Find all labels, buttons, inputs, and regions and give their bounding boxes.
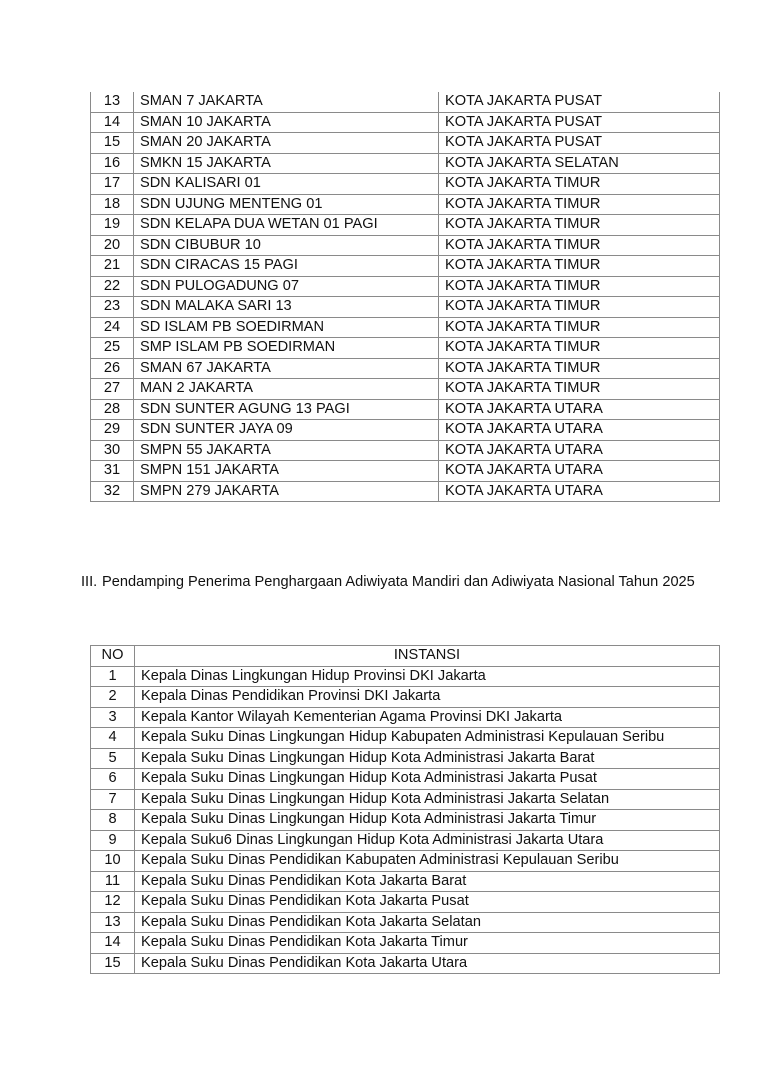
row-number: 29 bbox=[91, 420, 134, 441]
header-instansi: INSTANSI bbox=[135, 646, 720, 667]
table-row bbox=[91, 235, 720, 256]
row-number: 26 bbox=[91, 358, 134, 379]
school-name: SMKN 15 JAKARTA bbox=[134, 153, 439, 174]
row-number: 31 bbox=[91, 461, 134, 482]
row-number: 28 bbox=[91, 399, 134, 420]
school-city: KOTA JAKARTA TIMUR bbox=[439, 276, 720, 297]
row-number: 9 bbox=[91, 830, 135, 851]
school-name: SDN MALAKA SARI 13 bbox=[134, 297, 439, 318]
school-city: KOTA JAKARTA PUSAT bbox=[439, 92, 720, 112]
table-row bbox=[91, 297, 720, 318]
table-row bbox=[91, 92, 720, 112]
school-city: KOTA JAKARTA UTARA bbox=[439, 420, 720, 441]
school-name: SMAN 7 JAKARTA bbox=[134, 92, 439, 112]
school-city: KOTA JAKARTA TIMUR bbox=[439, 235, 720, 256]
school-name: SMAN 67 JAKARTA bbox=[134, 358, 439, 379]
row-number: 2 bbox=[91, 687, 135, 708]
school-city: KOTA JAKARTA TIMUR bbox=[439, 358, 720, 379]
row-number: 6 bbox=[91, 769, 135, 790]
table-row bbox=[91, 358, 720, 379]
table-row bbox=[91, 769, 720, 790]
row-number: 11 bbox=[91, 871, 135, 892]
table-row bbox=[91, 399, 720, 420]
agency-name: Kepala Suku Dinas Pendidikan Kota Jakarta Selatan bbox=[135, 912, 720, 933]
row-number: 21 bbox=[91, 256, 134, 277]
table-row bbox=[91, 215, 720, 236]
school-city: KOTA JAKARTA PUSAT bbox=[439, 133, 720, 154]
school-name: SMP ISLAM PB SOEDIRMAN bbox=[134, 338, 439, 359]
school-name: SMAN 20 JAKARTA bbox=[134, 133, 439, 154]
row-number: 30 bbox=[91, 440, 134, 461]
row-number: 20 bbox=[91, 235, 134, 256]
row-number: 27 bbox=[91, 379, 134, 400]
school-city: KOTA JAKARTA UTARA bbox=[439, 461, 720, 482]
school-city: KOTA JAKARTA TIMUR bbox=[439, 379, 720, 400]
agency-name: Kepala Suku Dinas Pendidikan Kota Jakarta Pusat bbox=[135, 892, 720, 913]
school-name: SMPN 151 JAKARTA bbox=[134, 461, 439, 482]
school-name: SDN KELAPA DUA WETAN 01 PAGI bbox=[134, 215, 439, 236]
agency-name: Kepala Dinas Lingkungan Hidup Provinsi DKI Jakarta bbox=[135, 666, 720, 687]
table-row bbox=[91, 789, 720, 810]
table-row bbox=[91, 953, 720, 974]
school-name: SDN PULOGADUNG 07 bbox=[134, 276, 439, 297]
agency-name: Kepala Suku Dinas Pendidikan Kota Jakarta Utara bbox=[135, 953, 720, 974]
row-number: 23 bbox=[91, 297, 134, 318]
table-row bbox=[91, 440, 720, 461]
school-name: SDN CIBUBUR 10 bbox=[134, 235, 439, 256]
row-number: 12 bbox=[91, 892, 135, 913]
agency-name: Kepala Dinas Pendidikan Provinsi DKI Jakarta bbox=[135, 687, 720, 708]
agency-name: Kepala Suku Dinas Lingkungan Hidup Kabupaten Administrasi Kepulauan Seribu bbox=[135, 728, 720, 749]
row-number: 16 bbox=[91, 153, 134, 174]
row-number: 18 bbox=[91, 194, 134, 215]
table-row bbox=[91, 481, 720, 502]
table-row bbox=[91, 892, 720, 913]
row-number: 10 bbox=[91, 851, 135, 872]
table-row bbox=[91, 810, 720, 831]
table-row bbox=[91, 112, 720, 133]
school-name: SMPN 55 JAKARTA bbox=[134, 440, 439, 461]
table-row bbox=[91, 317, 720, 338]
agency-name: Kepala Suku Dinas Lingkungan Hidup Kota Administrasi Jakarta Barat bbox=[135, 748, 720, 769]
row-number: 5 bbox=[91, 748, 135, 769]
table-row bbox=[91, 687, 720, 708]
agencies-table bbox=[90, 645, 720, 974]
school-city: KOTA JAKARTA UTARA bbox=[439, 481, 720, 502]
school-name: SDN SUNTER AGUNG 13 PAGI bbox=[134, 399, 439, 420]
school-name: SDN CIRACAS 15 PAGI bbox=[134, 256, 439, 277]
school-name: MAN 2 JAKARTA bbox=[134, 379, 439, 400]
table-row bbox=[91, 666, 720, 687]
table-header-row bbox=[91, 646, 720, 667]
school-name: SDN UJUNG MENTENG 01 bbox=[134, 194, 439, 215]
row-number: 8 bbox=[91, 810, 135, 831]
table-row bbox=[91, 912, 720, 933]
row-number: 32 bbox=[91, 481, 134, 502]
school-name: SD ISLAM PB SOEDIRMAN bbox=[134, 317, 439, 338]
table-row bbox=[91, 851, 720, 872]
table-row bbox=[91, 728, 720, 749]
row-number: 15 bbox=[91, 953, 135, 974]
agency-name: Kepala Kantor Wilayah Kementerian Agama Provinsi DKI Jakarta bbox=[135, 707, 720, 728]
agency-name: Kepala Suku Dinas Pendidikan Kota Jakarta Barat bbox=[135, 871, 720, 892]
school-name: SMPN 279 JAKARTA bbox=[134, 481, 439, 502]
table-row bbox=[91, 830, 720, 851]
table-row bbox=[91, 256, 720, 277]
section-title: Pendamping Penerima Penghargaan Adiwiyata Mandiri dan Adiwiyata Nasional Tahun 2025 bbox=[102, 574, 695, 590]
school-city: KOTA JAKARTA TIMUR bbox=[439, 317, 720, 338]
table-row bbox=[91, 133, 720, 154]
row-number: 17 bbox=[91, 174, 134, 195]
row-number: 7 bbox=[91, 789, 135, 810]
schools-table bbox=[90, 92, 720, 502]
school-city: KOTA JAKARTA SELATAN bbox=[439, 153, 720, 174]
row-number: 14 bbox=[91, 112, 134, 133]
row-number: 13 bbox=[91, 92, 134, 112]
school-city: KOTA JAKARTA TIMUR bbox=[439, 194, 720, 215]
row-number: 4 bbox=[91, 728, 135, 749]
table-row bbox=[91, 194, 720, 215]
table-row bbox=[91, 748, 720, 769]
school-city: KOTA JAKARTA UTARA bbox=[439, 399, 720, 420]
agencies-table-body bbox=[91, 666, 720, 974]
school-city: KOTA JAKARTA TIMUR bbox=[439, 338, 720, 359]
school-city: KOTA JAKARTA UTARA bbox=[439, 440, 720, 461]
row-number: 15 bbox=[91, 133, 134, 154]
table-row bbox=[91, 871, 720, 892]
agency-name: Kepala Suku Dinas Pendidikan Kota Jakarta Timur bbox=[135, 933, 720, 954]
school-city: KOTA JAKARTA TIMUR bbox=[439, 174, 720, 195]
row-number: 1 bbox=[91, 666, 135, 687]
row-number: 19 bbox=[91, 215, 134, 236]
agency-name: Kepala Suku Dinas Lingkungan Hidup Kota Administrasi Jakarta Pusat bbox=[135, 769, 720, 790]
row-number: 13 bbox=[91, 912, 135, 933]
row-number: 22 bbox=[91, 276, 134, 297]
school-name: SMAN 10 JAKARTA bbox=[134, 112, 439, 133]
table-row bbox=[91, 276, 720, 297]
agency-name: Kepala Suku Dinas Lingkungan Hidup Kota Administrasi Jakarta Timur bbox=[135, 810, 720, 831]
table-row bbox=[91, 420, 720, 441]
school-name: SDN SUNTER JAYA 09 bbox=[134, 420, 439, 441]
schools-table-body bbox=[91, 92, 720, 502]
table-row bbox=[91, 338, 720, 359]
row-number: 25 bbox=[91, 338, 134, 359]
table-row bbox=[91, 707, 720, 728]
school-city: KOTA JAKARTA TIMUR bbox=[439, 297, 720, 318]
row-number: 24 bbox=[91, 317, 134, 338]
school-city: KOTA JAKARTA TIMUR bbox=[439, 256, 720, 277]
row-number: 3 bbox=[91, 707, 135, 728]
school-city: KOTA JAKARTA PUSAT bbox=[439, 112, 720, 133]
school-name: SDN KALISARI 01 bbox=[134, 174, 439, 195]
section-heading bbox=[81, 573, 721, 592]
agency-name: Kepala Suku Dinas Pendidikan Kabupaten Administrasi Kepulauan Seribu bbox=[135, 851, 720, 872]
table-row bbox=[91, 174, 720, 195]
table-row bbox=[91, 153, 720, 174]
section-numeral: III. bbox=[81, 574, 98, 590]
agency-name: Kepala Suku6 Dinas Lingkungan Hidup Kota Administrasi Jakarta Utara bbox=[135, 830, 720, 851]
row-number: 14 bbox=[91, 933, 135, 954]
header-no: NO bbox=[91, 646, 135, 667]
table-row bbox=[91, 379, 720, 400]
school-city: KOTA JAKARTA TIMUR bbox=[439, 215, 720, 236]
table-row bbox=[91, 933, 720, 954]
agency-name: Kepala Suku Dinas Lingkungan Hidup Kota Administrasi Jakarta Selatan bbox=[135, 789, 720, 810]
table-row bbox=[91, 461, 720, 482]
